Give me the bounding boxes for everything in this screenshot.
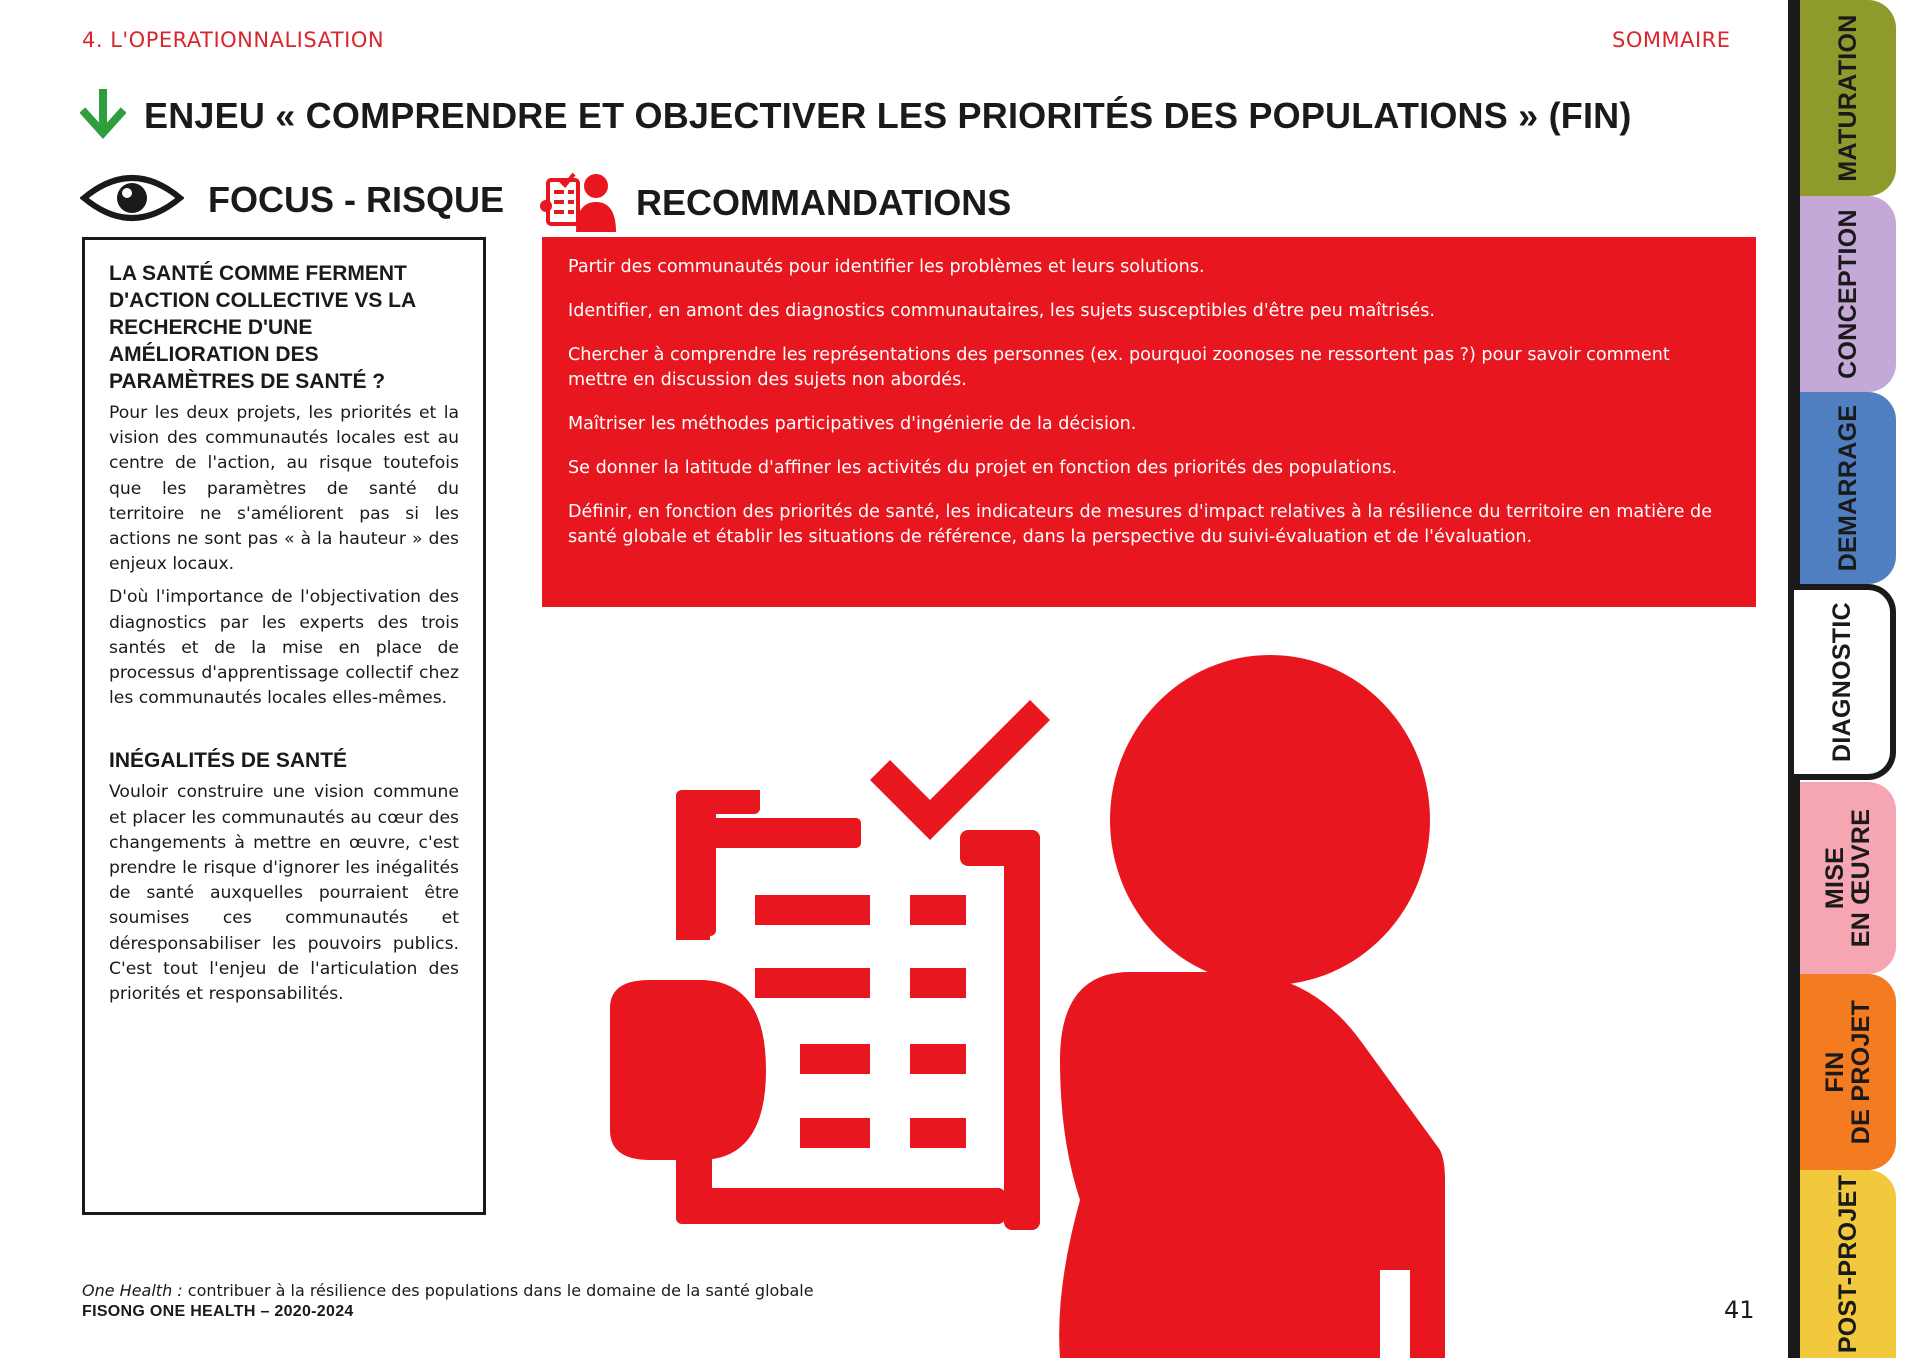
tab-label: MATURATION: [1834, 14, 1862, 182]
recommendation-item: Partir des communautés pour identifier les problèmes et leurs solutions.: [568, 257, 1205, 277]
recommendations-heading: RECOMMANDATIONS: [636, 182, 1012, 223]
page-title: ENJEU « COMPRENDRE ET OBJECTIVER LES PRIORITÉS DES POPULATIONS » (FIN): [144, 95, 1632, 136]
tab-label-line: DE PROJET: [1847, 999, 1875, 1145]
tab-label-line: FIN: [1821, 1051, 1849, 1093]
footer-text: contribuer à la résilience des populations dans le domaine de la santé globale: [182, 1281, 814, 1300]
recommendations-heading-row: [540, 172, 1011, 234]
tab-conception[interactable]: [1800, 196, 1896, 392]
tab-label: DEMARRAGE: [1834, 404, 1862, 572]
tab-maturation[interactable]: [1800, 0, 1896, 196]
recommendation-item: Maîtriser les méthodes participatives d'ingénierie de la décision.: [568, 414, 1137, 434]
checklist-person-illustration: [590, 640, 1590, 1362]
sommaire-link[interactable]: SOMMAIRE: [1612, 28, 1731, 52]
footer-italic: One Health :: [82, 1281, 183, 1300]
tab-fin-de-projet[interactable]: [1800, 974, 1896, 1170]
footer-line-2: FISONG ONE HEALTH – 2020-2024: [82, 1303, 354, 1320]
checklist-person-icon: [540, 170, 616, 236]
page-number: 41: [1724, 1296, 1755, 1324]
tab-label: POST-PROJET: [1834, 1174, 1862, 1354]
eye-icon: [80, 170, 184, 230]
tab-demarrage[interactable]: [1800, 392, 1896, 584]
focus-section1-title: LA SANTÉ COMME FERMENT D'ACTION COLLECTIVE VS LA RECHERCHE D'UNE AMÉLIORATION DES PARAMÈTRES DE SANTÉ ?: [109, 262, 416, 393]
tab-label: DIAGNOSTIC: [1828, 602, 1856, 762]
tab-label: CONCEPTION: [1834, 209, 1862, 379]
recommendation-item: Définir, en fonction des priorités de santé, les indicateurs de mesures d'impact relatives à la résilience du territoire en matière de santé globale et établir les situations de référence, dans la perspective du suivi-évaluation et de l'évaluation.: [568, 502, 1713, 547]
chapter-label: 4. L'OPERATIONNALISATION: [82, 28, 385, 52]
tab-diagnostic[interactable]: [1794, 584, 1896, 780]
focus-heading: FOCUS - RISQUE: [208, 179, 505, 220]
focus-heading-row: [80, 172, 504, 228]
focus-section2-title: INÉGALITÉS DE SANTÉ: [109, 749, 348, 773]
tab-label-line: MISE: [1821, 846, 1849, 910]
tab-label-two-line: [1822, 1000, 1874, 1144]
focus-section2-paragraph: Vouloir construire une vision commune et placer les communautés au cœur des changements à mettre en œuvre, c'est prendre le risque d'ignorer les inégalités de santé auxquelles pourraient être soumises ces communautés et déresponsabiliser les pouvoirs publics. C'est tout l'enjeu de l'articulation des priorités et responsabilités.: [109, 782, 459, 1005]
focus-section1-paragraph: Pour les deux projets, les priorités et la vision des communautés locales est au centre de l'action, au risque toutefois que les paramètres de santé du territoire ne s'améliorent pas si les actions ne sont pas « à la hauteur » des enjeux locaux.: [109, 403, 459, 575]
tab-mise-en-oeuvre[interactable]: [1800, 782, 1896, 974]
tab-label-two-line: [1822, 809, 1874, 948]
page-title-row: [80, 90, 1632, 142]
recommendation-item: Se donner la latitude d'affiner les activités du projet en fonction des priorités des populations.: [568, 458, 1397, 478]
recommendation-item: Chercher à comprendre les représentations des personnes (ex. pourquoi zoonoses ne ressortent pas ?) pour savoir comment mettre en discussion des sujets non abordés.: [568, 345, 1670, 390]
focus-section1-paragraph: D'où l'importance de l'objectivation des diagnostics par les experts des trois santés et de la mise en place de processus d'apprentissage collectif chez les communautés locales elles-mêmes.: [109, 587, 459, 709]
down-arrow-icon: [80, 89, 126, 143]
tab-post-projet[interactable]: [1800, 1170, 1896, 1358]
recommendations-list: [568, 255, 1730, 550]
recommendations-box: [542, 237, 1756, 607]
focus-risk-box: [82, 237, 486, 1215]
tab-label-line: EN ŒUVRE: [1847, 808, 1875, 948]
recommendation-item: Identifier, en amont des diagnostics communautaires, les sujets susceptibles d'être peu maîtrisés.: [568, 301, 1435, 321]
footer-line-1: [82, 1281, 814, 1300]
